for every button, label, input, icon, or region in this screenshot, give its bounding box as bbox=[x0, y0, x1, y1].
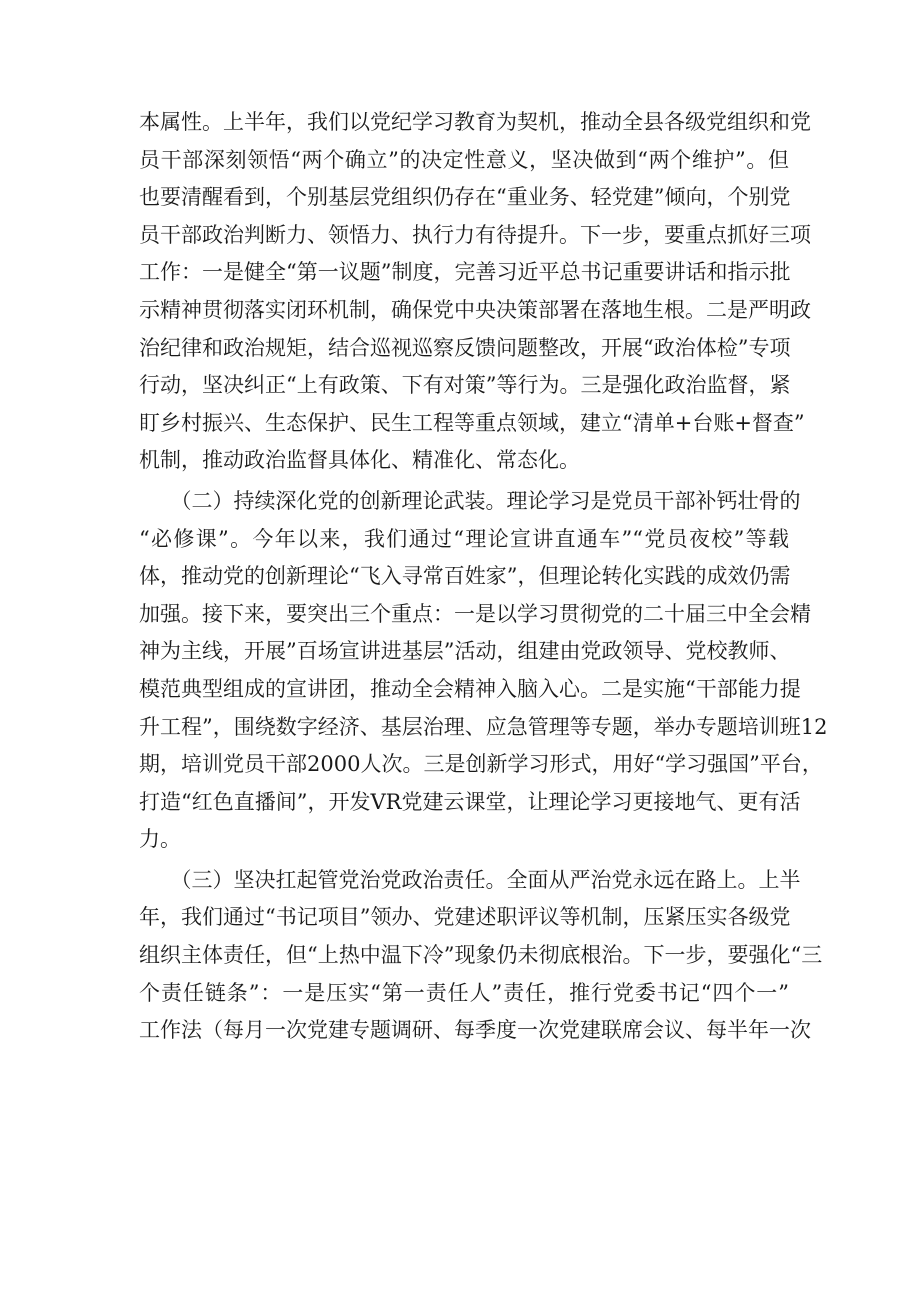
text-line: 体，推动党的创新理论“飞入寻常百姓家”，但理论转化实践的成效仍需 bbox=[139, 564, 791, 589]
paragraph bbox=[139, 862, 823, 1050]
paragraph bbox=[139, 483, 828, 859]
text-line: “必修课”。今年以来，我们通过“理论宣讲直通车”“党员夜校”等载 bbox=[139, 526, 789, 551]
text-line: 也要清醒看到，个别基层党组织仍存在“重业务、轻党建”倾向，个别党 bbox=[139, 185, 791, 210]
document-body bbox=[139, 104, 828, 1050]
text-line: 期，培训党员干部2000人次。三是创新学习形式，用好“学习强国”平台， bbox=[139, 752, 823, 777]
text-line: 加强。接下来，要突出三个重点：一是以学习贯彻党的二十届三中全会精 bbox=[139, 601, 811, 626]
text-line: 治纪律和政治规矩，结合巡视巡察反馈问题整改，开展“政治体检”专项 bbox=[139, 335, 791, 360]
text-line: 员干部深刻领悟“两个确立”的决定性意义，坚决做到“两个维护”。但 bbox=[139, 147, 789, 172]
text-line: 工作法（每月一次党建专题调研、每季度一次党建联席会议、每半年一次 bbox=[139, 1018, 811, 1043]
text-line: 神为主线，开展”百场宣讲进基层”活动，组建由党政领导、党校教师、 bbox=[139, 639, 791, 664]
text-line: 模范典型组成的宣讲团，推动全会精神入脑入心。二是实施“干部能力提 bbox=[139, 676, 801, 701]
text-line: 本属性。上半年，我们以党纪学习教育为契机，推动全县各级党组织和党 bbox=[139, 110, 811, 134]
text-line: 示精神贯彻落实闭环机制，确保党中央决策部署在落地生根。二是严明政 bbox=[139, 297, 811, 322]
text-line: 工作：一是健全“第一议题”制度，完善习近平总书记重要讲话和指示批 bbox=[139, 260, 791, 285]
text-line: 年，我们通过“书记项目”领办、党建述职评议等机制，压紧压实各级党 bbox=[139, 905, 791, 930]
text-line: 个责任链条”：一是压实“第一责任人”责任，推行党委书记“四个一” bbox=[139, 980, 789, 1005]
text-line: 打造“红色直播间”，开发VR党建云课堂，让理论学习更接地气、更有活 bbox=[139, 789, 801, 814]
text-line: 升工程”，围绕数字经济、基层治理、应急管理等专题，举办专题培训班12 bbox=[139, 714, 828, 739]
text-line: （三）坚决扛起管党治党政治责任。全面从严治党永远在路上。上半 bbox=[139, 867, 801, 892]
text-line: 行动，坚决纠正“上有政策、下有对策”等行为。三是强化政治监督，紧 bbox=[139, 373, 791, 398]
text-line: （二）持续深化党的创新理论武装。理论学习是党员干部补钙壮骨的 bbox=[139, 488, 801, 513]
text-line: 机制，推动政治监督具体化、精准化、常态化。 bbox=[139, 448, 580, 473]
text-line: 力。 bbox=[139, 827, 181, 852]
paragraph bbox=[139, 104, 811, 480]
text-line: 盯乡村振兴、生态保护、民生工程等重点领域，建立“清单+台账+督查” bbox=[139, 410, 805, 435]
text-line: 员干部政治判断力、领悟力、执行力有待提升。下一步，要重点抓好三项 bbox=[139, 222, 811, 247]
text-line: 组织主体责任，但“上热中温下冷”现象仍未彻底根治。下一步，要强化“三 bbox=[139, 943, 823, 968]
